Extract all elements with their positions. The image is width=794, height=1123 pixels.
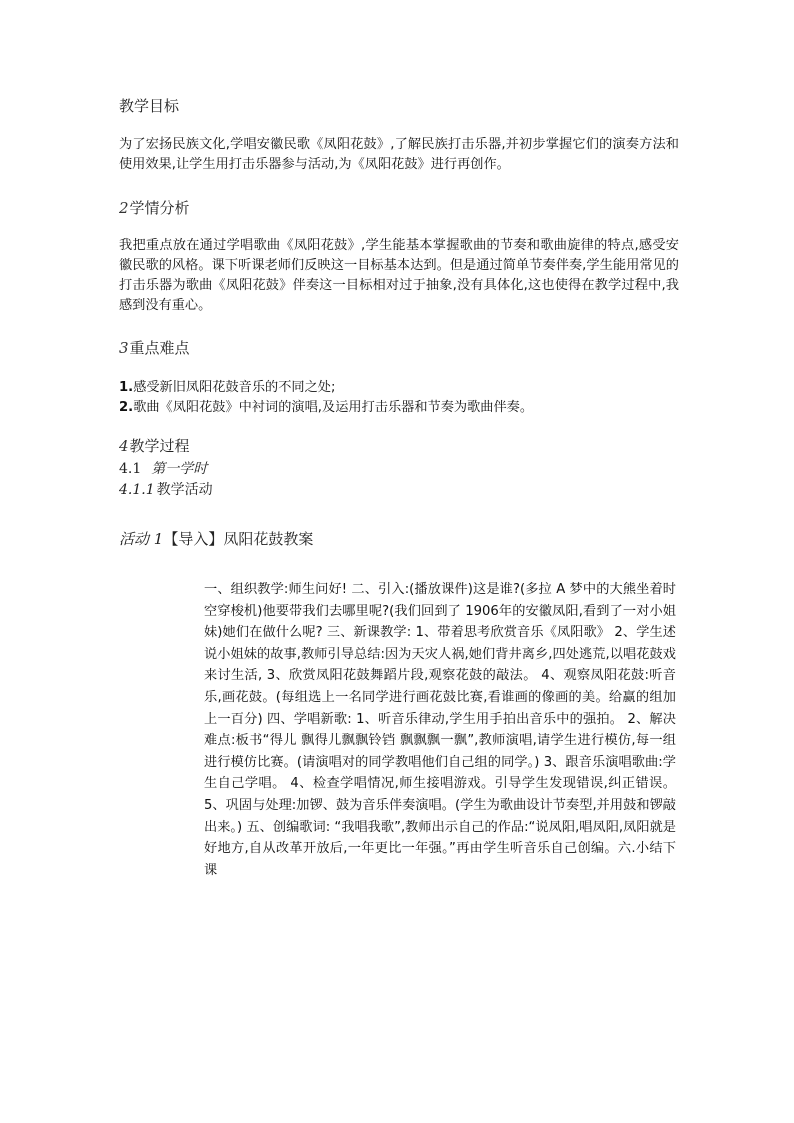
subsection-number: 4.1	[119, 461, 142, 477]
section-number: 2	[119, 199, 129, 217]
section-title: 重点难点	[129, 339, 190, 357]
subsection-4-1-heading	[119, 459, 207, 479]
activity-title: 凤阳花鼓教案	[223, 530, 314, 548]
key-point-text: 歌曲《凤阳花鼓》中衬词的演唱,及运用打击乐器和节奏为歌曲伴奏。	[133, 400, 534, 415]
key-point-item	[119, 378, 679, 398]
section-3-heading	[119, 338, 190, 358]
section-title: 教学过程	[129, 437, 190, 455]
analysis-paragraph: 我把重点放在通过学唱歌曲《凤阳花鼓》,学生能基本掌握歌曲的节奏和歌曲旋律的特点,感受安徽民歌的风格。课下听课老师们反映这一目标基本达到。但是通过简单节奏伴奏,学生能用常见的打击乐器为歌曲《凤阳花鼓》伴奏这一目标相对过于抽象,没有具体化,这也使得在教学过程中,我感到没有重心。	[119, 238, 679, 313]
key-point-number: 1.	[119, 380, 134, 395]
section-number: 4	[119, 437, 129, 455]
section-4-heading	[119, 436, 190, 456]
activity-heading	[119, 528, 313, 550]
subsection-title: 教学活动	[156, 482, 213, 498]
key-point-item	[119, 398, 679, 418]
subsection-title: 第一学时	[151, 461, 208, 477]
key-points-list	[119, 378, 679, 418]
activity-body-text: 一、组织教学:师生问好! 二、引入:(播放课件)这是谁?(多拉 A 梦中的大熊坐着时空穿梭机)他要带我们去哪里呢?(我们回到了 1906年的安徽凤阳,看到了一对小姐妹)她们在做什么呢? 三、新课教学: 1、带着思考欣赏音乐《凤阳歌》 2、学生述说小姐妹的故事,教师引导总结:因为天灾人祸,她们背井离乡,四处逃荒,以唱花鼓戏来讨生活, 3、欣赏凤阳花鼓舞蹈片段,观察花鼓的敲法。 4、观察凤阳花鼓:听音乐,画花鼓。(每组选上一名同学进行画花鼓比赛,看谁画的像画的美。给赢的组加上一百分) 四、学唱新歌: 1、听音乐律动,学生用手拍出音乐中的强拍。 2、解决难点:板书“得儿 飘得儿飘飘铃铛 飘飘飘一飘”,教师演唱,请学生进行模仿,每一组进行模仿比赛。(请演唱对的同学教唱他们自己组的同学。) 3、跟音乐演唱歌曲:学生自己学唱。 4、检查学唱情况,师生接唱游戏。引导学生发现错误,纠正错误。 5、巩固与处理:加锣、鼓为音乐伴奏演唱。(学生为歌曲设计节奏型,并用鼓和锣敲出来。) 五、创编歌词: “我唱我歌”,教师出示自己的作品:“说凤阳,唱凤阳,凤阳就是好地方,自从改革开放后,一年更比一年强。”再由学生听音乐自己创编。六.小结下课	[204, 582, 676, 878]
activity-tag: 【导入】	[163, 530, 224, 548]
subsection-4-1-1-heading	[119, 480, 213, 500]
activity-label: 活动 1	[119, 530, 164, 548]
section-title: 学情分析	[129, 199, 190, 217]
section-2-heading	[119, 198, 190, 218]
section-number: 3	[119, 339, 129, 357]
teaching-objective-heading: 教学目标	[119, 97, 180, 115]
key-point-number: 2.	[119, 400, 134, 415]
subsection-number: 4.1.1	[119, 482, 155, 498]
objective-paragraph: 为了宏扬民族文化,学唱安徽民歌《凤阳花鼓》,了解民族打击乐器,并初步掌握它们的演奏方法和使用效果,让学生用打击乐器参与活动,为《凤阳花鼓》进行再创作。	[119, 137, 679, 172]
key-point-text: 感受新旧凤阳花鼓音乐的不同之处;	[133, 380, 336, 395]
